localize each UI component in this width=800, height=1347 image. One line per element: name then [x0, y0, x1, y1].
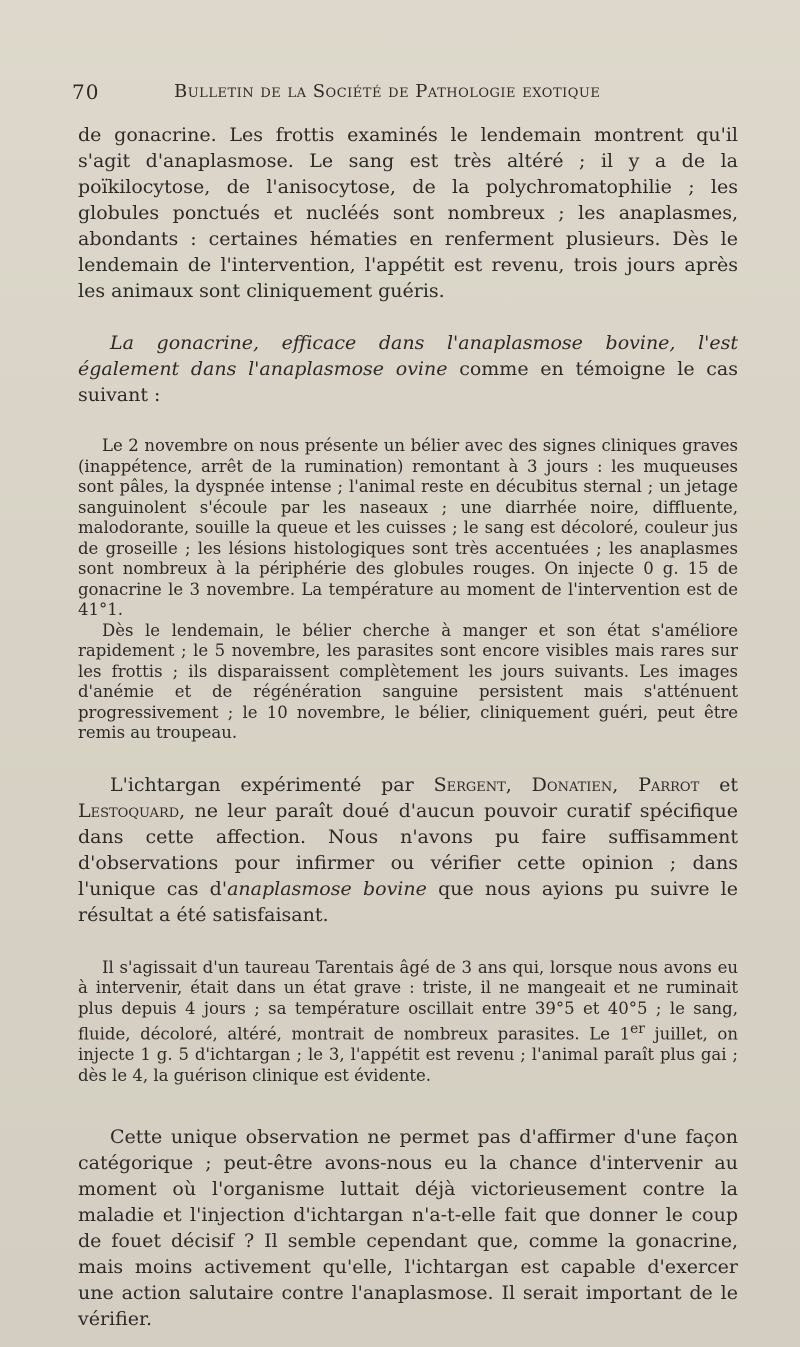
case-report-bull: [78, 958, 738, 1087]
author-lestoquard: Lestoquard: [78, 799, 180, 822]
separator-2: ,: [612, 773, 639, 796]
case-report-ram: Le 2 novembre on nous présente un bélier avec des signes cliniques graves (inappétence, arrêt de la rumination) remontant à 3 jours : les muqueuses sont pâles, la dyspnée intense ; l'animal reste en décubitus sternal ; un jetage sanguinolent s'écoule par les naseaux ; une diarrhée noire, diffluente, malodorante, souille la queue et les cuisses ; le sang est décoloré, couleur jus de groseille ; les lésions histologiques sont très accentuées ; les anaplasmes sont nombreux à la périphérie des globules rouges. On injecte 0 g. 15 de gonacrine le 3 novembre. La température au moment de l'intervention est de 41°1.: [78, 436, 738, 619]
separator-1: ,: [505, 773, 532, 796]
paragraph-2-rest: comme en témoigne le cas suivant :: [78, 358, 738, 406]
paragraph-2-italic: La gonacrine, efficace dans l'anaplasmose bovine, l'est également dans l'anaplasmose ovine: [78, 332, 738, 380]
page-number: 70: [72, 80, 100, 104]
paragraph-ichtargan-text-b: , ne leur paraît doué d'aucun pouvoir curatif spécifique dans cette affection. Nous n'avons pu faire suffisamment d'observations pour infirmer ou vérifier cette opinion ; dans l'unique cas d': [78, 799, 738, 900]
paragraph-1: de gonacrine. Les frottis examinés le lendemain montrent qu'il s'agit d'anaplasmose. Le sang est très altéré ; il y a de la poïkilocytose, de l'anisocytose, de la polychromatophilie ; les globules ponctués et nucléés sont nombreux ; les anaplasmes, abondants : certaines hématies en renferment plusieurs. Dès le lendemain de l'intervention, l'appétit est revenu, trois jours après les animaux sont cliniquement guéris.: [78, 124, 738, 302]
case-report-ram-followup: Dès le lendemain, le bélier cherche à manger et son état s'améliore rapidement ; le 5 novembre, les parasites sont encore visibles mais rares sur les frottis ; ils disparaissent complètement les jours suivants. Les images d'anémie et de régénération sanguine persistent mais s'atténuent progressivement ; le 10 novembre, le bélier, cliniquement guéri, peut être remis au troupeau.: [78, 620, 738, 742]
paragraph-conclusion: Cette unique observation ne permet pas d'affirmer d'une façon catégorique ; peut-être avons-nous eu la chance d'intervenir au moment où l'organisme luttait déjà victorieusement contre la maladie et l'injection d'ichtargan n'a-t-elle fait que donner le coup de fouet décisif ? Il semble cependant que, comme la gonacrine, mais moins activement qu'elle, l'ichtargan est capable d'exercer une action salutaire contre l'anaplasmose. Il serait important de le vérifier.: [78, 1126, 738, 1330]
page-header: [72, 78, 737, 110]
paragraph-ichtargan-text-c: que nous ayions pu suivre le résultat a été satisfaisant.: [78, 877, 739, 926]
page-body: [78, 122, 738, 1332]
running-head: Bulletin de la Société de Pathologie exotique: [174, 81, 601, 102]
author-donatien: Donatien: [531, 773, 613, 796]
separator-3: et: [699, 773, 738, 796]
superscript-er: er: [630, 1021, 645, 1037]
paragraph-2: [78, 330, 738, 408]
case-report-bull-text-a: Il s'agissait d'un taureau Tarentais âgé de 3 ans qui, lorsque nous avons eu à intervenir, était dans un état grave : triste, il ne mangeait et ne ruminait plus depuis 4 jours ; sa température oscillait entre 39°5 et 40°5 ; le sang, fluide, décoloré, altéré, montrait de nombreux parasites. Le 1: [78, 957, 738, 1044]
paragraph-ichtargan-text-a: L'ichtargan expérimenté par: [110, 773, 434, 796]
author-sergent: Sergent: [433, 773, 506, 796]
author-parrot: Parrot: [638, 773, 700, 796]
paragraph-ichtargan: [78, 772, 738, 928]
case-report-bull-text-b: juillet, on injecte 1 g. 5 d'ichtargan ; le 3, l'appétit est revenu ; l'animal paraît plus gai ; dès le 4, la guérison clinique est évidente.: [78, 1024, 738, 1085]
paragraph-ichtargan-italic: anaplasmose bovine: [227, 877, 427, 900]
